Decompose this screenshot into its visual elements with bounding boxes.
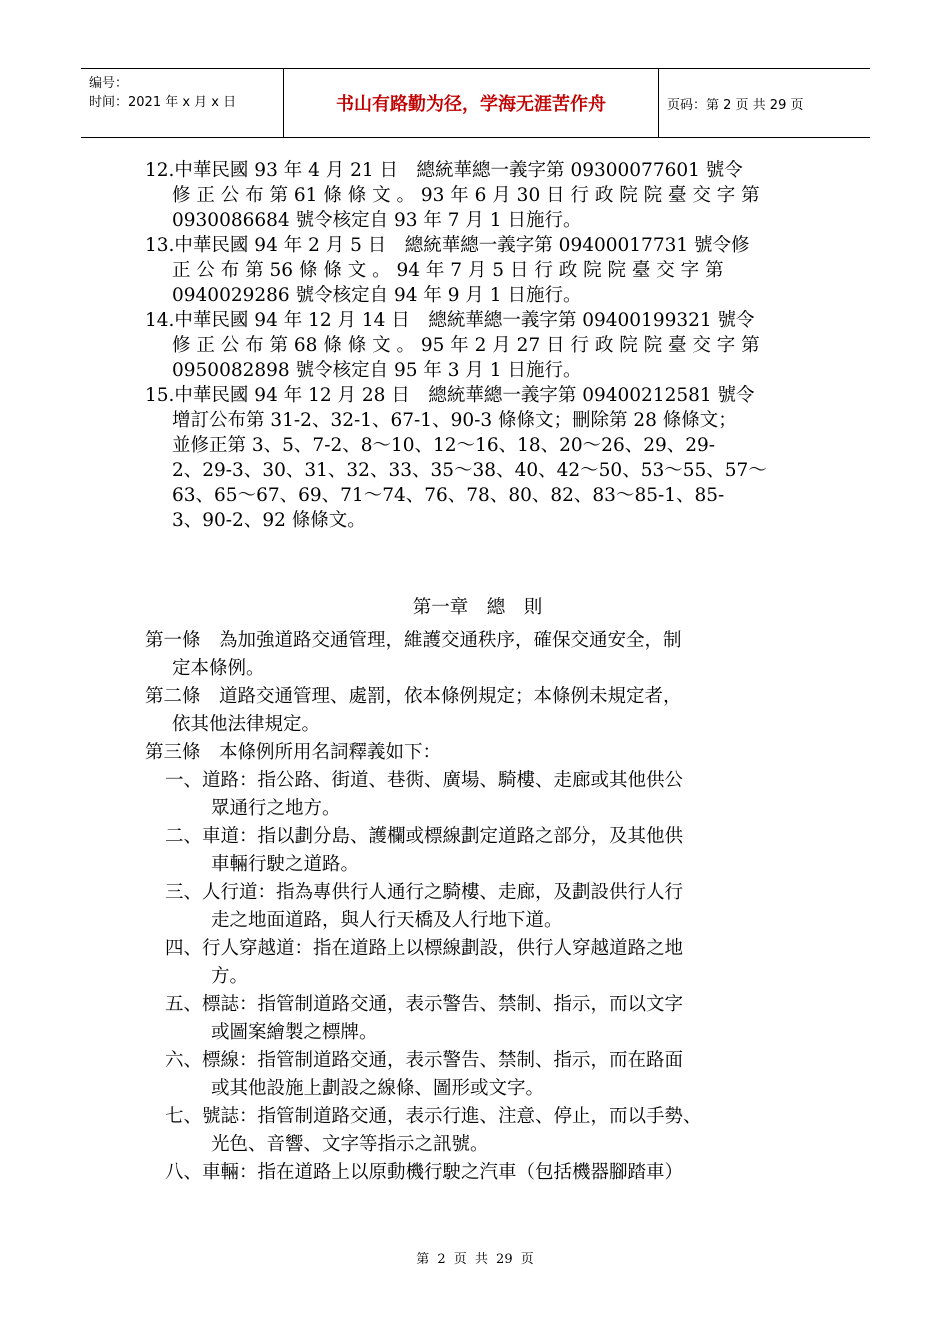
- amendment-item: [145, 308, 810, 383]
- definition-item: [145, 879, 810, 935]
- amendment-item-line: 12.中華民國 93 年 4 月 21 日 總統華總一義字第 09300077601 號令: [145, 160, 743, 181]
- amendment-item-line: 修 正 公 布 第 61 條 條 文 。 93 年 6 月 30 日 行 政 院 院 臺 交 字 第: [172, 185, 760, 206]
- article-item-line: 第一條 為加強道路交通管理，維護交通秩序，確保交通安全，制: [145, 630, 682, 651]
- article-item-line: 定本條例。: [172, 658, 265, 679]
- amendment-item-line: 0940029286 號令核定自 94 年 9 月 1 日施行。: [172, 285, 582, 306]
- definition-item-line: 或其他設施上劃設之線條、圖形或文字。: [211, 1078, 545, 1099]
- definition-item-line: 二、車道：指以劃分島、護欄或標線劃定道路之部分，及其他供: [165, 826, 684, 847]
- chapter-title: 第一章 總 則: [412, 597, 543, 618]
- amendment-item-line: 63、65～67、69、71～74、76、78、80、82、83～85-1、85-: [172, 485, 725, 506]
- header-meta: [81, 69, 284, 137]
- page-header: [81, 68, 870, 138]
- definition-item-line: 三、人行道：指為專供行人通行之騎樓、走廊，及劃設供行人行: [165, 882, 684, 903]
- amendment-item-line: 2、29-3、30、31、32、33、35～38、40、42～50、53～55、57～: [172, 460, 767, 481]
- article-list: [145, 627, 810, 767]
- definition-list: [145, 767, 810, 1187]
- definition-item-line: 眾通行之地方。: [211, 798, 341, 819]
- definition-item: [145, 823, 810, 879]
- amendment-item-line: 0930086684 號令核定自 93 年 7 月 1 日施行。: [172, 210, 582, 231]
- amendment-list: [145, 158, 810, 533]
- article-item: [145, 627, 810, 683]
- page-footer: 第 2 页 共 29 页: [416, 1252, 534, 1267]
- definition-item-line: 一、道路：指公路、街道、巷衖、廣場、騎樓、走廊或其他供公: [165, 770, 684, 791]
- time-label: 时间：2021 年 x 月 x 日: [89, 95, 237, 110]
- article-item: [145, 739, 810, 767]
- definition-item-line: 七、號誌：指管制道路交通，表示行進、注意、停止，而以手勢、: [165, 1106, 702, 1127]
- article-item-line: 第三條 本條例所用名詞釋義如下：: [145, 742, 442, 763]
- amendment-item-line: 並修正第 3、5、7-2、8～10、12～16、18、20～26、29、29-: [172, 435, 716, 456]
- definition-item: [145, 767, 810, 823]
- article-item-line: 第二條 道路交通管理、處罰，依本條例規定；本條例未規定者，: [145, 686, 682, 707]
- definition-item-line: 光色、音響、文字等指示之訊號。: [211, 1134, 489, 1155]
- amendment-item: [145, 158, 810, 233]
- article-item-line: 依其他法律規定。: [172, 714, 321, 735]
- amendment-item-line: 15.中華民國 94 年 12 月 28 日 總統華總一義字第 09400212581 號令: [145, 385, 755, 406]
- definition-item: [145, 1159, 810, 1187]
- amendment-item: [145, 233, 810, 308]
- definition-item-line: 八、車輛：指在道路上以原動機行駛之汽車（包括機器腳踏車）: [165, 1162, 684, 1183]
- definition-item-line: 車輛行駛之道路。: [211, 854, 360, 875]
- amendment-item: [145, 383, 810, 533]
- amendment-item-line: 3、90-2、92 條條文。: [172, 510, 366, 531]
- header-slogan: 书山有路勤为径，学海无涯苦作舟: [284, 69, 659, 137]
- amendment-item-line: 增訂公布第 31-2、32-1、67-1、90-3 條條文；刪除第 28 條條文；: [172, 410, 737, 431]
- definition-item-line: 方。: [211, 966, 249, 987]
- amendment-item-line: 0950082898 號令核定自 95 年 3 月 1 日施行。: [172, 360, 582, 381]
- document-body: [145, 158, 810, 1187]
- definition-item-line: 五、標誌：指管制道路交通，表示警告、禁制、指示，而以文字: [165, 994, 684, 1015]
- definition-item-line: 或圖案繪製之標牌。: [211, 1022, 378, 1043]
- definition-item-line: 四、行人穿越道：指在道路上以標線劃設，供行人穿越道路之地: [165, 938, 684, 959]
- amendment-item-line: 13.中華民國 94 年 2 月 5 日 總統華總一義字第 09400017731 號令修: [145, 235, 750, 256]
- amendment-item-line: 正 公 布 第 56 條 條 文 。 94 年 7 月 5 日 行 政 院 院 臺 交 字 第: [172, 260, 724, 281]
- definition-item-line: 六、標線：指管制道路交通，表示警告、禁制、指示，而在路面: [165, 1050, 684, 1071]
- header-page-info: 页码：第 2 页 共 29 页: [667, 97, 804, 113]
- amendment-item-line: 14.中華民國 94 年 12 月 14 日 總統華總一義字第 09400199321 號令: [145, 310, 755, 331]
- amendment-item-line: 修 正 公 布 第 68 條 條 文 。 95 年 2 月 27 日 行 政 院 院 臺 交 字 第: [172, 335, 760, 356]
- definition-item: [145, 1103, 810, 1159]
- definition-item-line: 走之地面道路，與人行天橋及人行地下道。: [211, 910, 563, 931]
- definition-item: [145, 991, 810, 1047]
- article-item: [145, 683, 810, 739]
- definition-item: [145, 1047, 810, 1103]
- definition-item: [145, 935, 810, 991]
- number-label: 编号：: [89, 76, 129, 91]
